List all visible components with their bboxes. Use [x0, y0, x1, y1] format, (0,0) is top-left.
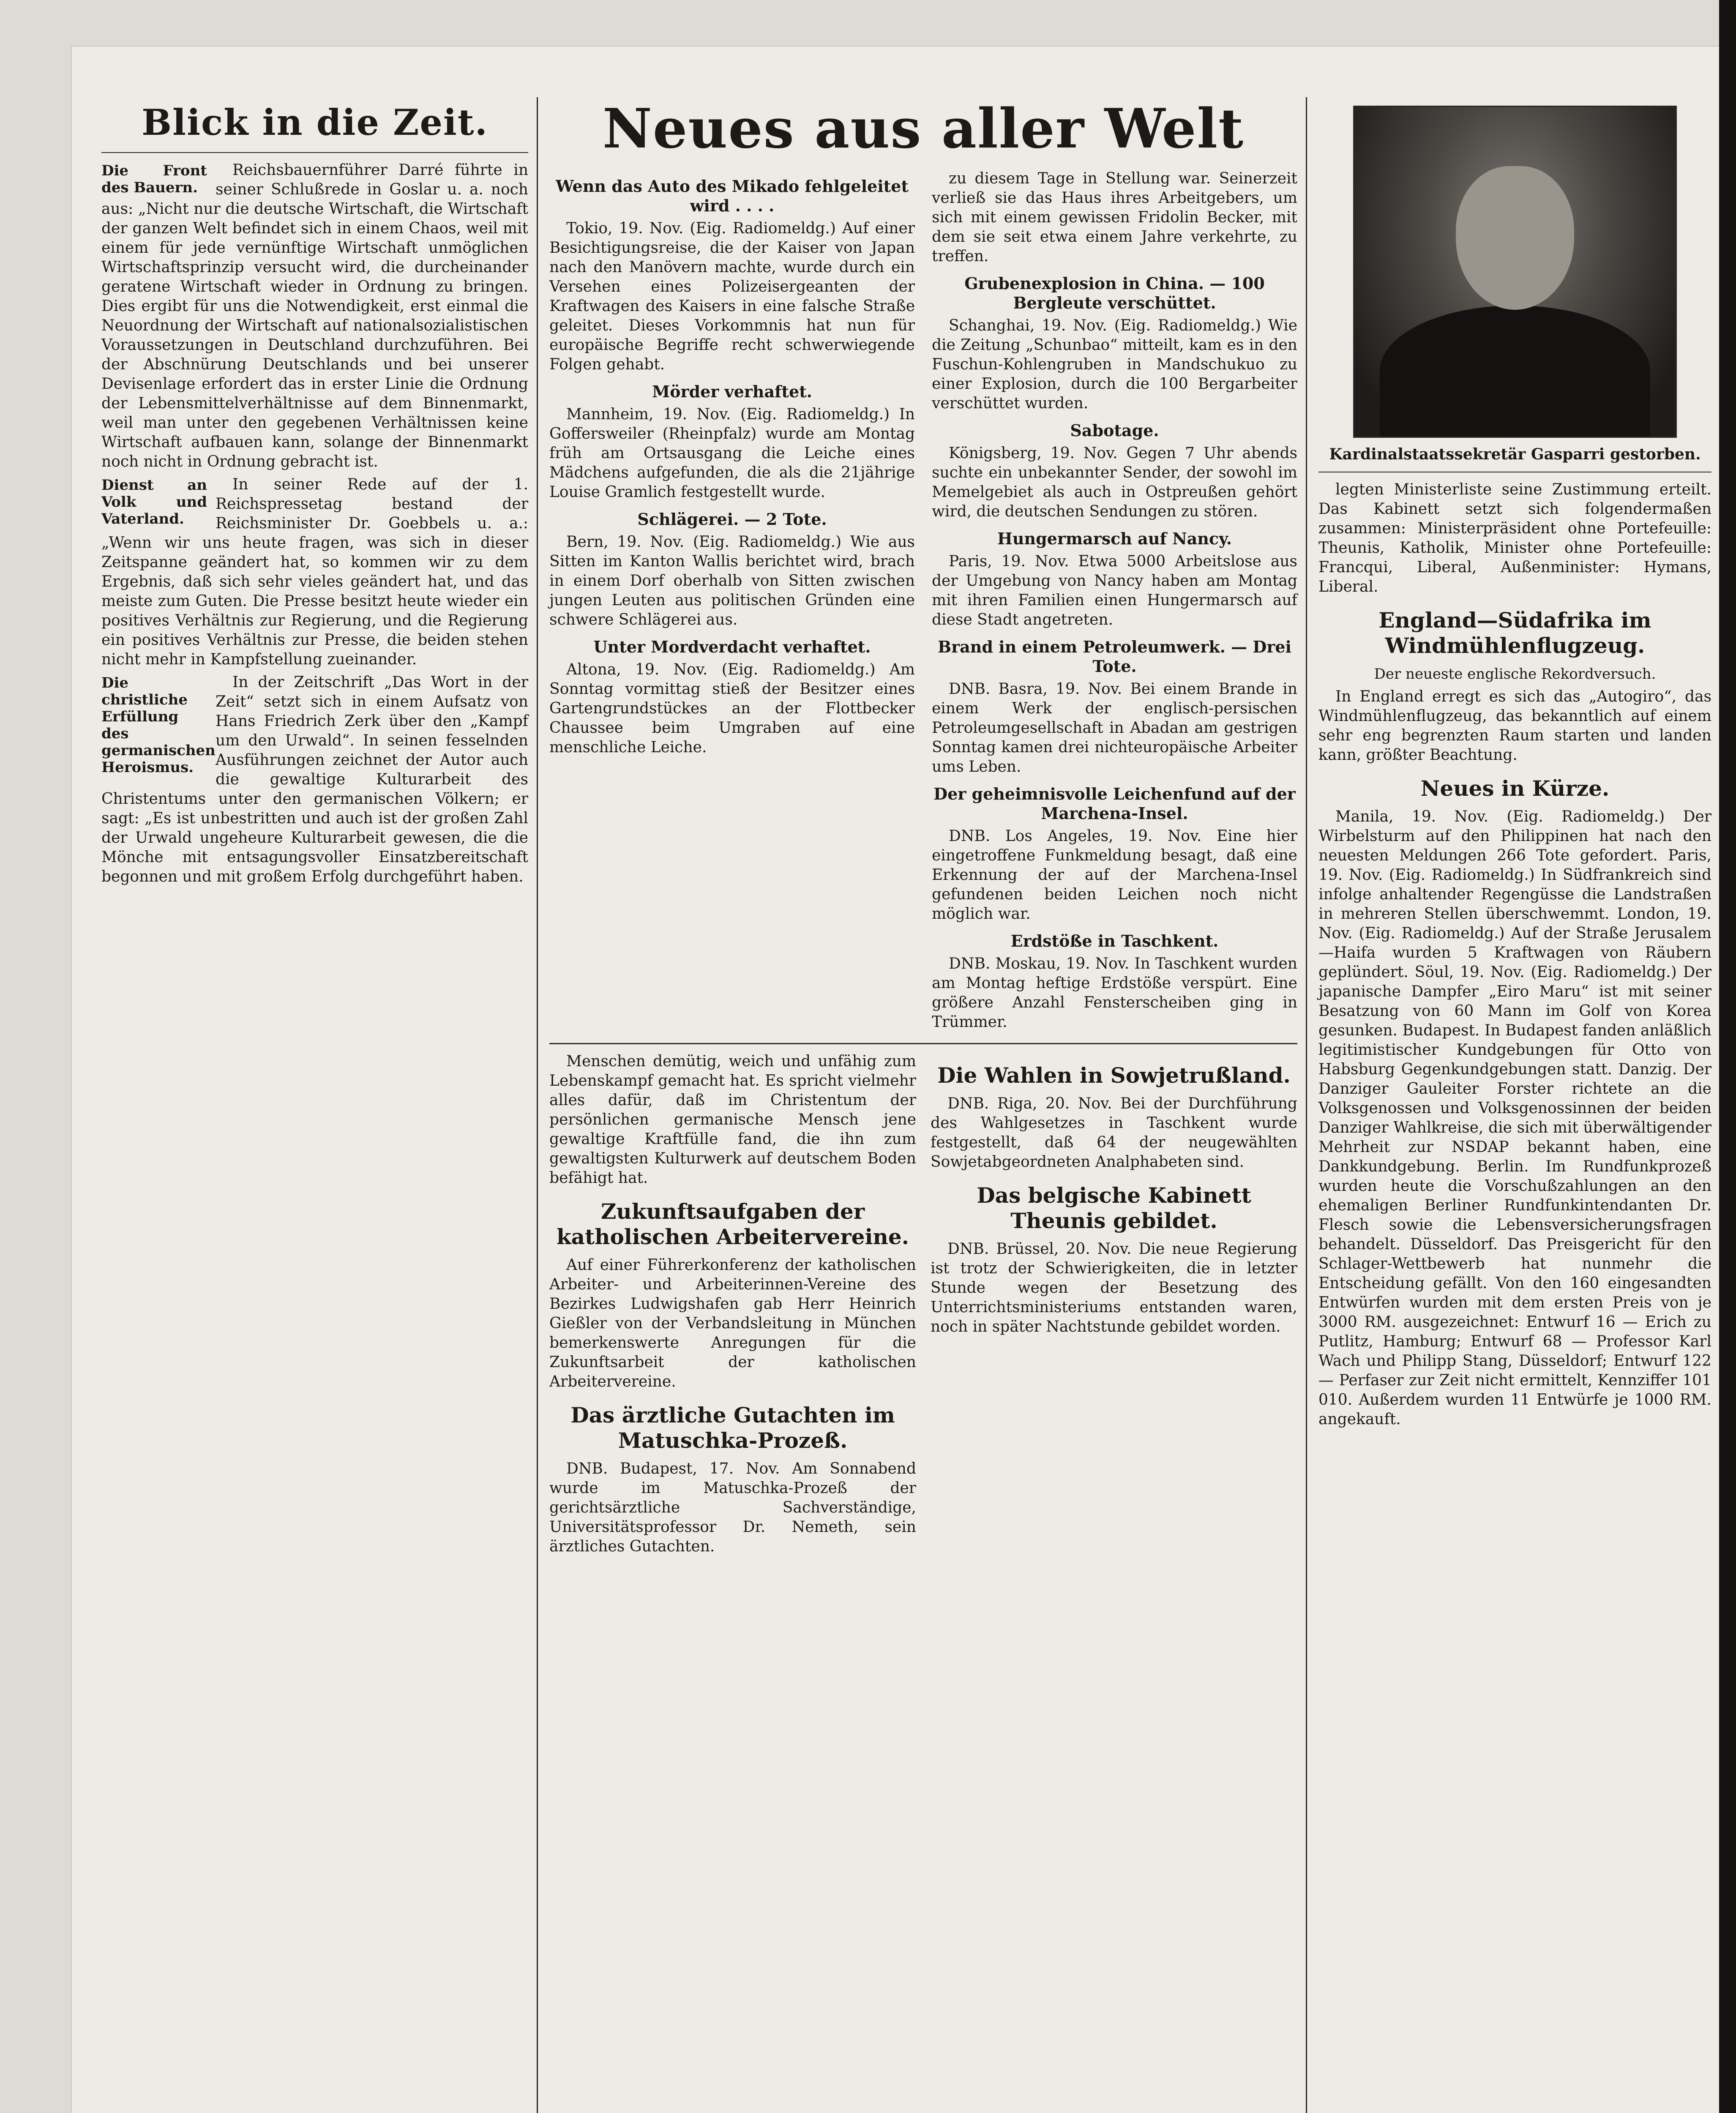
- headline: Erdstöße in Taschkent.: [1010, 931, 1219, 950]
- article-text: DNB. Los Angeles, 19. Nov. Eine hier eingetroffene Funkmeldung besagt, daß eine Erkennung der auf der Marchena-Insel gefundenen beiden Leichen noch nicht möglich war.: [932, 827, 1297, 923]
- headline: Zukunftsaufgaben der katholischen Arbeitervereine.: [556, 1199, 909, 1249]
- lower-subcolumn-left: [549, 1052, 916, 1560]
- article-text: Bern, 19. Nov. (Eig. Radiomeldg.) Wie aus Sitten im Kanton Wallis berichtet wird, brach in einem Dorf oberhalb von Sitten zwischen jungen Leuten aus politischen Gründen eine schwere Schlägerei aus.: [549, 533, 915, 628]
- headline: Wenn das Auto des Mikado fehlgeleitet wird . . . .: [556, 177, 909, 215]
- article-text: Altona, 19. Nov. (Eig. Radiomeldg.) Am Sonntag vormittag stieß der Besitzer eines Gartengrundstückes an der Flottbecker Chaussee beim Umgraben auf eine menschliche Leiche.: [549, 661, 915, 756]
- subheadline: Der neueste englische Rekordversuch.: [1374, 666, 1656, 682]
- article-text: zu diesem Tage in Stellung war. Seinerzeit verließ sie das Haus ihres Arbeitgebers, um sich mit einem gewissen Fridolin Becker, mit dem sie seit etwa einem Jahre verkehrte, zu treffen.: [932, 170, 1297, 265]
- news-upper: [549, 169, 1297, 1035]
- column-blick-in-die-zeit: [101, 97, 528, 890]
- headline: Neues in Kürze.: [1420, 776, 1610, 801]
- portrait-robe: [1380, 306, 1650, 437]
- column-neues-aus-aller-welt: [549, 97, 1297, 1560]
- photo-caption: Kardinalstaatssekretär Gasparri gestorben.: [1329, 445, 1701, 463]
- side-heading: Die Front des Bauern.: [101, 162, 207, 196]
- article-text: Tokio, 19. Nov. (Eig. Radiomeldg.) Auf einer Besichtigungsreise, die der Kaiser von Japan nach den Manövern machte, wurde durch ein Versehen eines Polizeisergeanten der Kraftwagen des Kaisers in eine falsche Straße geleitet. Dieses Vorkommnis hat nun für europäische Begriffe recht schwerwiegende Folgen gehabt.: [549, 220, 915, 373]
- article-text: DNB. Brüssel, 20. Nov. Die neue Regierung ist trotz der Schwierigkeiten, die in letzter Stunde wegen der Besetzung des Unterrichtsministeriums entstanden waren, noch in später Nachtstunde gebildet worden.: [931, 1240, 1297, 1335]
- headline: Schlägerei. — 2 Tote.: [637, 510, 827, 529]
- divider: [101, 152, 528, 153]
- column-right: [1318, 97, 1711, 1433]
- divider: [549, 1043, 1297, 1044]
- headline: Sabotage.: [1070, 421, 1159, 440]
- article-text: DNB. Budapest, 17. Nov. Am Sonnabend wurde im Matuschka-Prozeß der gerichtsärztliche Sachverständige, Universitätsprofessor Dr. Nemeth, sein ärztliches Gutachten.: [549, 1460, 916, 1555]
- article-text: Manila, 19. Nov. (Eig. Radiomeldg.) Der Wirbelsturm auf den Philippinen hat nach den neuesten Meldungen 266 Tote gefordert. Paris, 19. Nov. (Eig. Radiomeldg.) In Südfrankreich sind infolge anhaltender Regengüsse die Landstraßen in mehreren Stellen überschwemmt. London, 19. Nov. (Eig. Radiomeldg.) Auf der Straße Jerusalem—Haifa wurden 5 Kraftwagen von Räubern geplündert. Söul, 19. Nov. (Eig. Radiomeldg.) Der japanische Dampfer „Eiro Maru“ ist mit seiner Besatzung von 60 Mann im Golf von Korea gesunken. Budapest. In Budapest fanden anläßlich legitimistischer Kundgebungen für Otto von Habsburg Gegenkundgebungen statt. Danzig. Der Danziger Gauleiter Forster richtete an die Volksgenossen und Volksgenossinnen der beiden Danziger Wahlkreise, die sich mit überwältigender Mehrheit zur NSDAP bekannt haben, eine Dankkundgebung. Berlin. Im Rundfunkprozeß wurden heute die Vorschußzahlungen an den ehemaligen Berliner Rundfunkintendanten Dr. Flesch sowie die Lebensversicherungsfragen behandelt. Düsseldorf. Das Preisgericht für den Schlager-Wettbewerb hat nunmehr die Entscheidung gefällt. Von den 160 eingesandten Entwürfen wurden mit dem ersten Preis von je 3000 RM. ausgezeichnet: Entwurf 16 — Erich zu Putlitz, Hamburg; Entwurf 68 — Professor Karl Wach und Philipp Stang, Düsseldorf; Entwurf 122 — Perfaser zur Zeit nicht ermittelt, Kennziffer 101 010. Außerdem wurden 11 Entwürfe je 1000 RM. angekauft.: [1318, 808, 1711, 1428]
- article-text: Schanghai, 19. Nov. (Eig. Radiomeldg.) Wie die Zeitung „Schunbao“ mitteilt, kam es in den Fuschun-Kohlengruben in Mandschukuo zu einer Explosion, durch die 100 Bergarbeiter verschüttet wurden.: [932, 317, 1297, 412]
- article-text: In seiner Rede auf der 1. Reichspressetag bestand der Reichsminister Dr. Goebbels u. a.: „Wenn wir uns heute fragen, was sich in dieser Zeitspanne geändert hat, so kommen wir zu dem Ergebnis, daß sich sehr vieles geändert hat, und das meiste zum Guten. Die Presse besitzt heute wieder ein positives Verhältnis zur Regierung, und die Regierung ein positives Verhältnis zur Presse, die beiden stehen nicht mehr in Kampfstellung zueinander.: [101, 476, 528, 668]
- newspaper-page: [72, 46, 1720, 2113]
- headline: Die Wahlen in Sowjetrußland.: [937, 1063, 1291, 1088]
- side-heading: Die christliche Erfüllung des germanischen Heroismus.: [101, 674, 216, 776]
- headline: Unter Mordverdacht verhaftet.: [593, 637, 871, 656]
- article-text: In England erregt es sich das „Autogiro“, das Windmühlenflugzeug, das bekanntlich auf einem sehr eng begrenzten Raum starten und landen kann, größter Beachtung.: [1318, 688, 1711, 764]
- headline: Grubenexplosion in China. — 100 Bergleute verschüttet.: [964, 274, 1265, 312]
- headline: England—Südafrika im Windmühlenflugzeug.: [1378, 608, 1651, 658]
- article-text: Auf einer Führerkonferenz der katholischen Arbeiter- und Arbeiterinnen-Vereine des Bezirkes Ludwigshafen gab Herr Heinrich Gießler von der Verbandsleitung in München bemerkenswerte Anregungen für die Zukunftsarbeit der katholischen Arbeitervereine.: [549, 1256, 916, 1390]
- binding-edge: [1719, 0, 1736, 2113]
- lower-subcolumn-right: [931, 1052, 1297, 1560]
- portrait-face: [1456, 166, 1574, 310]
- headline: Der geheimnisvolle Leichenfund auf der Marchena-Insel.: [934, 784, 1296, 823]
- column-rule: [1306, 97, 1307, 2113]
- headline: Brand in einem Petroleumwerk. — Drei Tote.: [938, 637, 1291, 676]
- article-text: legten Ministerliste seine Zustimmung erteilt. Das Kabinett setzt sich folgendermaßen zusammen: Ministerpräsident ohne Portefeuille: Theunis, Katholik, Minister ohne Portefeuille: Francqui, Liberal, Außenminister: Hymans, Liberal.: [1318, 481, 1711, 595]
- side-heading: Dienst an Volk und Vaterland.: [101, 477, 207, 527]
- section-masthead: Neues aus aller Welt: [602, 97, 1245, 161]
- headline: Das ärztliche Gutachten im Matuschka-Prozeß.: [570, 1403, 895, 1453]
- article-text: DNB. Moskau, 19. Nov. In Taschkent wurden am Montag heftige Erdstöße verspürt. Eine größere Anzahl Fensterscheiben ging in Trümmer.: [932, 955, 1297, 1031]
- article-text: Menschen demütig, weich und unfähig zum Lebenskampf gemacht hat. Es spricht vielmehr alles dafür, daß im Christentum der persönlichen germanische Mensch jene gewaltige Kraftfülle fand, die ihn zum gewaltigsten Kulturwerk auf deutschem Boden befähigt hat.: [549, 1053, 916, 1187]
- article-text: Königsberg, 19. Nov. Gegen 7 Uhr abends suchte ein unbekannter Sender, der sowohl im Memelgebiet als auch in Ostpreußen gehört wird, die deutschen Sendungen zu stören.: [932, 445, 1297, 520]
- article-text: Reichsbauernführer Darré führte in seiner Schlußrede in Goslar u. a. noch aus: „Nicht nur die deutsche Wirtschaft, die Wirtschaft der ganzen Welt befindet sich in einem Chaos, weil mit einem für jede vernünftige Wirtschaft unmöglichen Wirtschaftsprinzip versucht wird, die durcheinander geratene Wirtschaft wieder in Ordnung zu bringen. Dies ergibt für uns die Notwendigkeit, erst einmal die Neuordnung der Wirtschaft auf nationalsozialistischen Voraussetzungen in Deutschland durchzuführen. Bei der Abschnürung Deutschlands und bei unserer Devisenlage erfordert das in erster Linie die Ordnung der Lebensmittelverhältnisse auf dem Binnenmarkt, weil man unter den gegebenen Verhältnissen keine Wirtschaft aufbauen kann, solange der Binnenmarkt noch nicht in Ordnung gebracht ist.: [101, 161, 528, 470]
- news-lower: [549, 1052, 1297, 1560]
- news-subcolumn-right: [932, 169, 1297, 1035]
- article-text: Mannheim, 19. Nov. (Eig. Radiomeldg.) In Goffersweiler (Rheinpfalz) wurde am Montag früh am Ortsausgang die Leiche eines Mädchens aufgefunden, die als die 21jährige Louise Gramlich festgestellt wurde.: [549, 406, 915, 501]
- article-text: DNB. Basra, 19. Nov. Bei einem Brande in einem Werk der englisch-persischen Petroleumgesellschaft in Abadan am gestrigen Sonntag kamen drei nichteuropäische Arbeiter ums Leben.: [932, 680, 1297, 775]
- column-rule: [537, 97, 538, 2113]
- news-subcolumn-left: [549, 169, 915, 1035]
- article-text: DNB. Riga, 20. Nov. Bei der Durchführung des Wahlgesetzes in Taschkent wurde festgestellt, daß 64 der neugewählten Sowjetabgeordneten Analphabeten sind.: [931, 1095, 1297, 1171]
- headline: Hungermarsch auf Nancy.: [997, 529, 1232, 548]
- headline: Das belgische Kabinett Theunis gebildet.: [977, 1183, 1251, 1233]
- portrait-photo: [1353, 106, 1677, 438]
- headline: Mörder verhaftet.: [652, 382, 812, 401]
- article-text: In der Zeitschrift „Das Wort in der Zeit“ setzt sich in einem Aufsatz von Hans Friedrich Zerk über den „Kampf um den Urwald“. In seinen fesselnden Ausführungen zeichnet der Autor auch die gewaltige Kulturarbeit des Christentums unter den germanischen Völkern; er sagt: „Es ist unbestritten und auch ist der großen Zahl der Urwald ungeheure Kulturarbeit gewesen, die die Mönche mit entsagungsvoller Einsatzbereitschaft begonnen und mit großem Erfolg durchgeführt haben.: [101, 674, 528, 885]
- section-masthead: Blick in die Zeit.: [142, 101, 488, 143]
- article-text: Paris, 19. Nov. Etwa 5000 Arbeitslose aus der Umgebung von Nancy haben am Montag mit ihren Familien einen Hungermarsch auf diese Stadt angetreten.: [932, 553, 1297, 628]
